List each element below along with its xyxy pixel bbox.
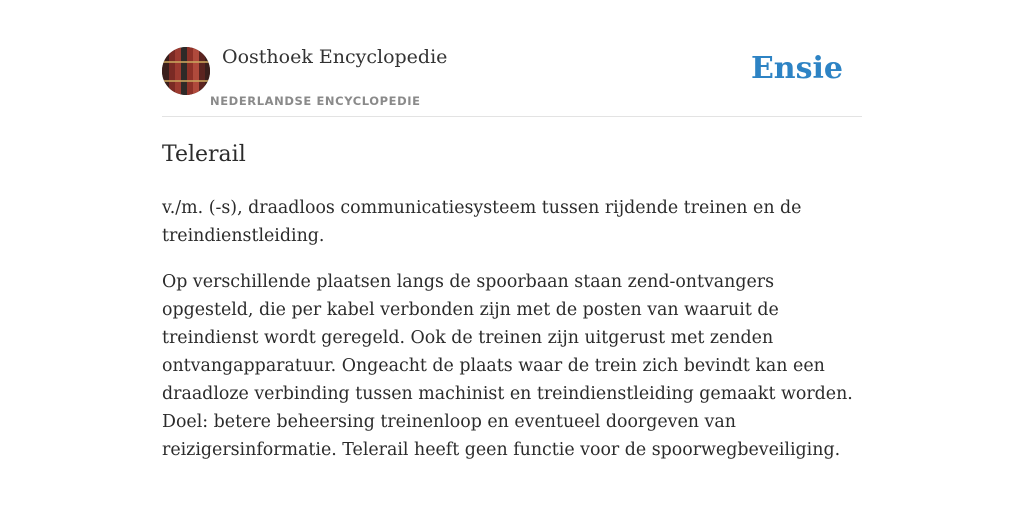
site-header <box>162 40 862 117</box>
encyclopedia-books-icon[interactable] <box>162 47 210 95</box>
ensie-logo[interactable]: Ensie <box>750 51 843 86</box>
article-title: Telerail <box>162 142 246 167</box>
article-definition: v./m. (-s), draadloos communicatiesysteem tussen rijdende treinen en de treindienstleiding. <box>162 198 802 246</box>
site-title[interactable]: Oosthoek Encyclopedie <box>222 46 448 68</box>
article-body: Op verschillende plaatsen langs de spoorbaan staan zend-ontvangers opgesteld, die per kabel verbonden zijn met de posten van waaruit de treindienst wordt geregeld. Ook de treinen zijn uitgerust met zenden ontvangapparatuur. Ongeacht de plaats waar de trein zich bevindt kan een draadloze verbinding tussen machinist en treindienstleiding gemaakt worden. Doel: betere beheersing treinenloop en eventueel doorgeven van reizigersinformatie. Telerail heeft geen functie voor de spoorwegbeveiliging. <box>162 272 853 460</box>
site-subtitle: NEDERLANDSE ENCYCLOPEDIE <box>210 94 421 108</box>
article <box>162 140 862 464</box>
